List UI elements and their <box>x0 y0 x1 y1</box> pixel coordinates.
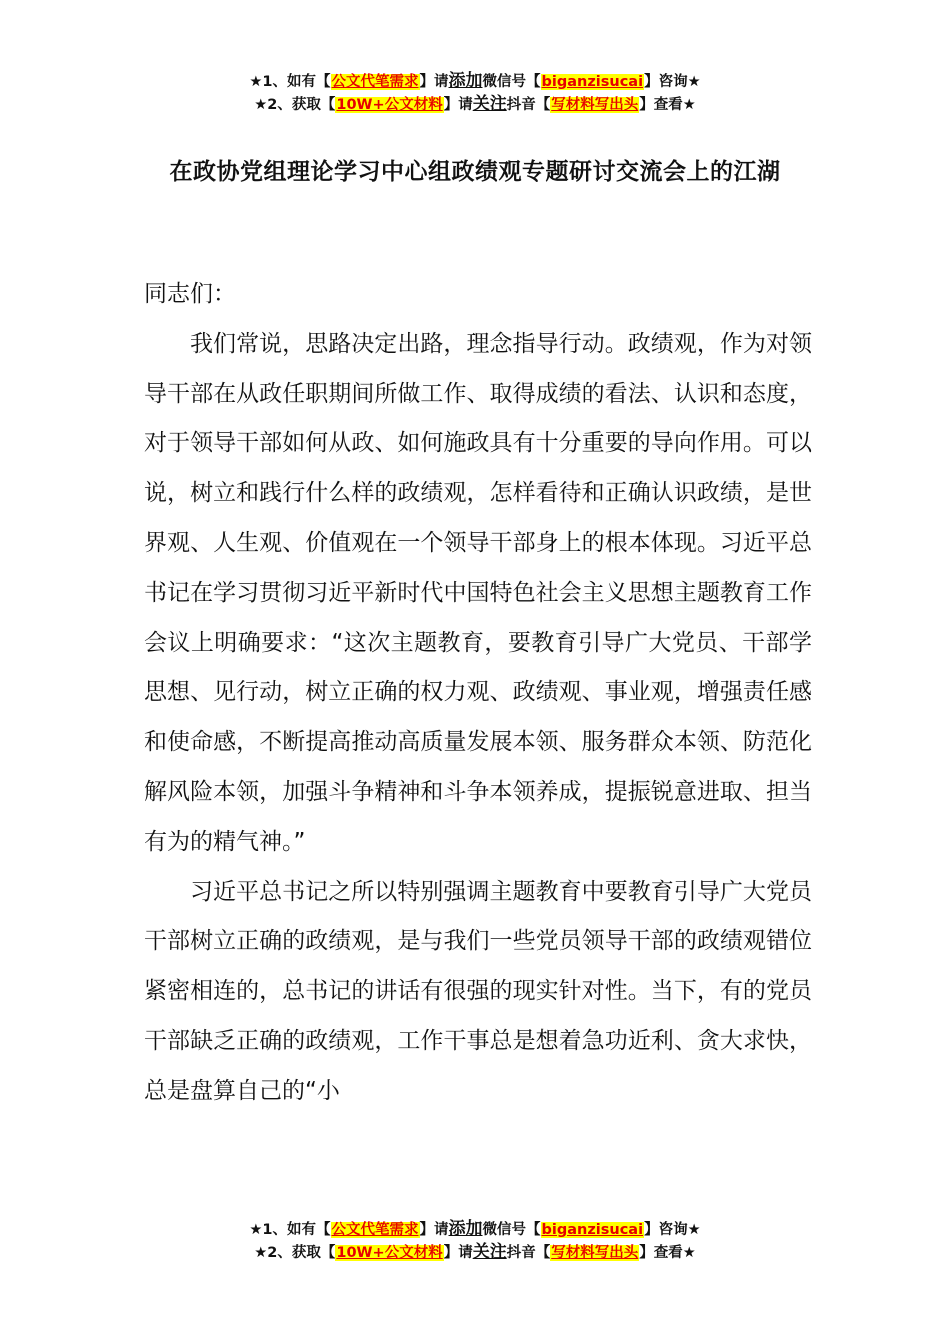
banner-text: ★2、获取【 <box>254 97 336 113</box>
banner-emphasis: 添加 <box>448 71 483 91</box>
banner-highlight: 10W+公文材料 <box>336 1245 443 1261</box>
banner-text: ★1、如有【 <box>249 1222 331 1238</box>
banner-line-1 <box>0 70 950 93</box>
document-body <box>144 270 812 1117</box>
banner-line-1 <box>0 1218 950 1241</box>
greeting: 同志们： <box>144 281 236 307</box>
body-paragraph: 习近平总书记之所以特别强调主题教育中要教育引导广大党员干部树立正确的政绩观，是与我们一些党员领导干部的政绩观错位紧密相连的，总书记的讲话有很强的现实针对性。当下，有的党员干部缺乏正确的政绩观，工作干事总是想着急功近利、贪大求快，总是盘算自己的“小 <box>144 878 812 1104</box>
banner-text: 】请 <box>419 74 449 90</box>
banner-emphasis: 添加 <box>448 1219 483 1239</box>
footer-banner <box>0 1218 950 1264</box>
banner-text: 抖音【 <box>506 97 551 113</box>
banner-text: 抖音【 <box>506 1245 551 1261</box>
banner-text: ★1、如有【 <box>249 74 331 90</box>
banner-line-2 <box>0 1241 950 1264</box>
document-title: 在政协党组理论学习中心组政绩观专题研讨交流会上的江湖 <box>169 159 781 185</box>
banner-highlight: 写材料写出头 <box>551 97 639 113</box>
banner-highlight: 公文代笔需求 <box>331 1222 419 1238</box>
banner-text: 】请 <box>443 1245 473 1261</box>
banner-text: 】咨询★ <box>644 74 701 90</box>
body-paragraph: 我们常说，思路决定出路，理念指导行动。政绩观，作为对领导干部在从政任职期间所做工作、取得成绩的看法、认识和态度，对于领导干部如何从政、如何施政具有十分重要的导向作用。可以说，树立和践行什么样的政绩观，怎样看待和正确认识政绩，是世界观、人生观、价值观在一个领导干部身上的根本体现。习近平总书记在学习贯彻习近平新时代中国特色社会主义思想主题教育工作会议上明确要求：“这次主题教育，要教育引导广大党员、干部学思想、见行动，树立正确的权力观、政绩观、事业观，增强责任感和使命感，不断提高推动高质量发展本领、服务群众本领、防范化解风险本领，加强斗争精神和斗争本领养成，提振锐意进取、担当有为的精气神。” <box>144 330 812 855</box>
banner-text: 】咨询★ <box>644 1222 701 1238</box>
banner-highlight: biganzisucai <box>541 1222 644 1238</box>
banner-highlight: 公文代笔需求 <box>331 74 419 90</box>
banner-highlight: 10W+公文材料 <box>336 97 443 113</box>
banner-line-2 <box>0 93 950 116</box>
banner-highlight: biganzisucai <box>541 74 644 90</box>
banner-text: 】查看★ <box>639 1245 696 1261</box>
header-banner <box>0 70 950 116</box>
banner-text: 】查看★ <box>639 97 696 113</box>
banner-text: 微信号【 <box>482 74 541 90</box>
banner-text: ★2、获取【 <box>254 1245 336 1261</box>
banner-text: 】请 <box>419 1222 449 1238</box>
banner-emphasis: 关注 <box>472 1242 507 1262</box>
banner-text: 微信号【 <box>482 1222 541 1238</box>
banner-emphasis: 关注 <box>472 94 507 114</box>
banner-highlight: 写材料写出头 <box>551 1245 639 1261</box>
banner-text: 】请 <box>443 97 473 113</box>
